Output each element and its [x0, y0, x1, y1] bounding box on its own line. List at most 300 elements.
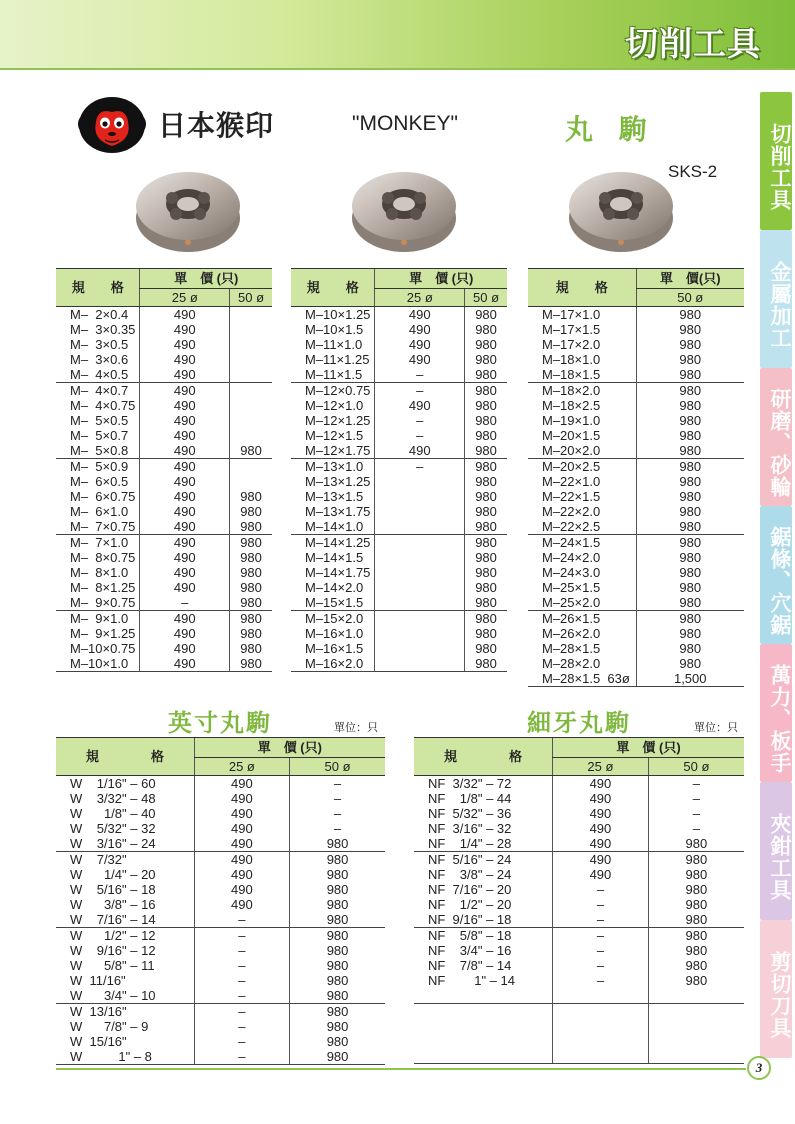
price-cell — [230, 459, 272, 475]
side-tab-2[interactable]: 金屬加工 — [760, 230, 792, 368]
price-cell: 980 — [648, 867, 744, 882]
price-cell: 980 — [465, 367, 507, 383]
table-row — [414, 852, 744, 868]
price-cell: – — [553, 912, 649, 928]
table-row — [528, 322, 744, 337]
price-cell: 490 — [140, 519, 230, 535]
price-cell: 980 — [636, 595, 744, 611]
table-row — [414, 973, 744, 988]
spec-cell: M–20×2.5 — [528, 459, 636, 475]
spec-cell: M–14×1.0 — [305, 519, 364, 534]
spec-cell: M–10×1.5 — [305, 322, 364, 337]
table-row — [291, 352, 507, 367]
table-row — [56, 1004, 385, 1020]
price-cell — [553, 1033, 649, 1048]
price-cell: 980 — [465, 443, 507, 459]
spec-header: 規 格 — [291, 269, 375, 307]
price-cell: 490 — [375, 337, 465, 352]
table-row — [528, 337, 744, 352]
price-cell: 490 — [194, 791, 289, 806]
spec-cell: M– 6×1.0 — [70, 504, 129, 519]
spec-cell: M–28×1.5 — [542, 641, 601, 656]
price-cell — [375, 535, 465, 551]
price-cell: 490 — [140, 413, 230, 428]
price-cell: 980 — [636, 519, 744, 535]
table-row — [528, 443, 744, 459]
monkey-logo-icon — [76, 94, 148, 154]
table-row — [414, 928, 744, 944]
table-row — [414, 897, 744, 912]
table-row — [414, 821, 744, 836]
price-cell: – — [194, 958, 289, 973]
spec-cell: M– 5×0.7 — [70, 428, 129, 443]
price-header: 單 價(只) — [636, 269, 744, 289]
price-cell: – — [375, 413, 465, 428]
size-column-header: 25 ø — [140, 289, 230, 307]
spec-cell: M–22×1.0 — [542, 474, 601, 489]
size-column-header: 50 ø — [648, 758, 744, 776]
table-row — [414, 791, 744, 806]
price-cell — [375, 641, 465, 656]
table-row — [56, 1049, 385, 1065]
price-cell — [230, 367, 272, 383]
price-cell — [553, 1003, 649, 1018]
fine-section-unit: 單位：只 — [694, 722, 738, 734]
spec-cell: M–24×3.0 — [542, 565, 601, 580]
table-row — [291, 413, 507, 428]
spec-cell: M– 8×0.75 — [70, 550, 136, 565]
table-row — [528, 474, 744, 489]
spec-cell: M–12×1.75 — [305, 443, 371, 458]
price-header: 單 價 (只) — [194, 738, 385, 758]
price-cell: 490 — [553, 791, 649, 806]
spec-cell: NF 5/32" – 36 — [428, 806, 512, 821]
price-cell: 980 — [230, 443, 272, 459]
side-tab-3[interactable]: 研磨、砂輪 — [760, 368, 792, 506]
price-cell: 490 — [140, 352, 230, 367]
table-row — [528, 504, 744, 519]
spec-cell: M– 4×0.75 — [70, 398, 136, 413]
price-cell: 980 — [290, 1049, 385, 1065]
spec-cell: W 1" – 8 — [56, 1049, 194, 1065]
table-row — [414, 1033, 744, 1048]
price-cell: 980 — [230, 550, 272, 565]
spec-cell: M–28×2.0 — [542, 656, 601, 671]
spec-header: 規 格 — [528, 269, 636, 307]
price-cell — [553, 1048, 649, 1063]
price-cell: 490 — [140, 489, 230, 504]
metric-die-table-3 — [528, 268, 744, 687]
table-row — [291, 474, 507, 489]
product-model: SKS-2 — [668, 162, 718, 181]
spec-cell: M–25×1.5 — [542, 580, 601, 595]
product-title: 丸 駒 — [565, 113, 655, 146]
price-cell: 490 — [553, 852, 649, 868]
price-cell: 490 — [140, 580, 230, 595]
table-row — [414, 912, 744, 928]
price-cell: 980 — [230, 489, 272, 504]
table-row — [528, 595, 744, 611]
spec-cell: W 5/32" – 32 — [70, 821, 156, 836]
spec-cell — [414, 1018, 553, 1033]
table-row — [56, 626, 272, 641]
table-row — [414, 958, 744, 973]
table-row — [291, 519, 507, 535]
spec-cell: M– 5×0.8 — [70, 443, 129, 458]
spec-cell: M–12×0.75 — [291, 383, 375, 399]
price-cell: 980 — [465, 459, 507, 475]
spec-cell: W 3/8" – 16 — [70, 897, 156, 912]
price-cell: 490 — [140, 535, 230, 551]
price-cell: 490 — [140, 322, 230, 337]
price-cell — [230, 307, 272, 323]
table-row — [291, 443, 507, 459]
spec-cell: M–11×1.25 — [305, 352, 370, 367]
spec-cell: M– 9×1.25 — [70, 626, 136, 641]
spec-cell: M–17×1.5 — [542, 322, 601, 337]
price-cell — [230, 398, 272, 413]
spec-cell: M–14×1.75 — [305, 565, 371, 580]
spec-cell — [414, 988, 553, 1003]
table-row — [56, 322, 272, 337]
price-cell: 490 — [194, 806, 289, 821]
table-row — [528, 671, 744, 687]
table-row — [291, 595, 507, 611]
price-cell: – — [290, 791, 385, 806]
table-row — [56, 611, 272, 627]
fine-section-title: 細牙丸駒 — [527, 709, 631, 737]
price-cell: 980 — [290, 928, 385, 944]
price-cell: 490 — [140, 474, 230, 489]
spec-cell: W 1/4" – 20 — [70, 867, 156, 882]
table-row — [528, 352, 744, 367]
price-cell: 980 — [465, 337, 507, 352]
table-row — [291, 535, 507, 551]
price-cell: 980 — [636, 489, 744, 504]
table-row — [291, 337, 507, 352]
price-cell: – — [648, 791, 744, 806]
spec-cell: NF 1/4" – 28 — [428, 836, 512, 851]
spec-cell: M–20×2.0 — [542, 443, 601, 458]
table-row — [528, 519, 744, 535]
price-cell — [648, 1048, 744, 1063]
price-cell: 980 — [465, 641, 507, 656]
table-row — [291, 611, 507, 627]
spec-cell: NF 5/8" – 18 — [414, 928, 553, 944]
price-cell: 980 — [636, 307, 744, 323]
table-row — [291, 383, 507, 399]
spec-cell: M–16×2.0 — [291, 656, 375, 672]
table-row — [56, 806, 385, 821]
price-cell — [230, 413, 272, 428]
table-row — [291, 550, 507, 565]
spec-cell: M–15×2.0 — [291, 611, 375, 627]
spec-cell: W 7/16" – 14 — [70, 912, 156, 927]
price-cell: – — [194, 1049, 289, 1065]
table-row — [56, 852, 385, 868]
spec-cell: NF 5/16" – 24 — [414, 852, 553, 868]
table-row — [528, 565, 744, 580]
table-row — [56, 776, 385, 792]
table-row — [56, 867, 385, 882]
spec-cell: M–14×1.25 — [291, 535, 375, 551]
price-cell: 980 — [290, 836, 385, 852]
price-cell: – — [290, 776, 385, 792]
table-row — [291, 580, 507, 595]
price-cell: 490 — [140, 398, 230, 413]
price-cell: 490 — [194, 867, 289, 882]
spec-cell: M–13×1.5 — [305, 489, 364, 504]
price-cell: 980 — [230, 626, 272, 641]
price-cell: 490 — [140, 443, 230, 459]
table-row — [56, 958, 385, 973]
price-cell: 980 — [636, 580, 744, 595]
table-row — [414, 867, 744, 882]
price-cell: 980 — [465, 489, 507, 504]
price-cell: 980 — [636, 443, 744, 459]
price-cell: 490 — [553, 821, 649, 836]
price-cell: 490 — [194, 852, 289, 868]
table-row — [56, 383, 272, 399]
table-row — [56, 897, 385, 912]
table-row — [56, 1034, 385, 1049]
table-row — [291, 641, 507, 656]
price-cell — [648, 1018, 744, 1033]
spec-cell: M–12×1.25 — [305, 413, 371, 428]
price-cell: 980 — [465, 383, 507, 399]
table-row — [56, 641, 272, 656]
table-row — [56, 565, 272, 580]
side-tab-1[interactable]: 切削工具 — [760, 92, 792, 230]
brand-english: "MONKEY" — [352, 112, 458, 135]
price-cell: 980 — [636, 550, 744, 565]
spec-cell: M–24×2.0 — [542, 550, 601, 565]
spec-cell: M–26×2.0 — [542, 626, 601, 641]
spec-cell: M–18×1.0 — [542, 352, 601, 367]
price-header: 單 價 (只) — [140, 269, 272, 289]
price-cell: 490 — [140, 565, 230, 580]
table-row — [528, 367, 744, 383]
spec-cell: NF 3/16" – 32 — [428, 821, 512, 836]
price-cell: 980 — [636, 459, 744, 475]
price-header: 單 價 (只) — [553, 738, 744, 758]
price-cell — [375, 474, 465, 489]
spec-cell: W 11/16" — [70, 973, 126, 988]
spec-cell: M–15×1.5 — [305, 595, 364, 610]
price-cell: 490 — [140, 656, 230, 672]
spec-cell: M– 3×0.35 — [70, 322, 136, 337]
spec-cell: M–18×2.0 — [528, 383, 636, 399]
spec-cell: M–14×2.0 — [305, 580, 364, 595]
table-row — [414, 882, 744, 897]
table-row — [528, 489, 744, 504]
price-cell: – — [140, 595, 230, 611]
table-row — [56, 943, 385, 958]
price-cell: 980 — [636, 535, 744, 551]
price-cell: – — [290, 821, 385, 836]
price-cell: 980 — [465, 535, 507, 551]
price-cell: – — [194, 912, 289, 928]
table-row — [291, 428, 507, 443]
size-column-header: 50 ø — [230, 289, 272, 307]
price-cell: 980 — [465, 307, 507, 323]
price-cell: 980 — [636, 337, 744, 352]
spec-cell: W 3/32" – 48 — [70, 791, 156, 806]
table-row — [56, 550, 272, 565]
table-row — [528, 641, 744, 656]
spec-cell: W 3/16" – 24 — [70, 836, 156, 851]
price-cell: 980 — [465, 519, 507, 535]
table-row — [56, 1019, 385, 1034]
price-cell: 980 — [230, 565, 272, 580]
price-cell: 980 — [465, 474, 507, 489]
spec-cell: M–13×1.25 — [305, 474, 371, 489]
header-rule — [0, 68, 795, 70]
price-cell: 980 — [648, 897, 744, 912]
price-cell: 980 — [636, 641, 744, 656]
price-cell: – — [194, 1034, 289, 1049]
spec-cell: M–10×1.25 — [305, 307, 371, 322]
spec-cell: M– 5×0.9 — [56, 459, 140, 475]
table-row — [56, 398, 272, 413]
price-cell: 980 — [636, 626, 744, 641]
table-row — [291, 367, 507, 383]
price-cell: 980 — [648, 882, 744, 897]
spec-cell: M– 4×0.7 — [56, 383, 140, 399]
table-row — [291, 565, 507, 580]
spec-cell: W 3/4" – 10 — [70, 988, 156, 1003]
page-number: 3 — [747, 1056, 771, 1080]
price-cell: 980 — [230, 504, 272, 519]
table-row — [528, 535, 744, 551]
price-cell: 980 — [230, 519, 272, 535]
inch-section-unit: 單位：只 — [334, 722, 378, 734]
spec-cell: M–13×1.75 — [305, 504, 371, 519]
table-row — [291, 626, 507, 641]
table-row — [56, 474, 272, 489]
spec-cell: NF 3/4" – 16 — [428, 943, 512, 958]
fine-thread-die-table — [414, 737, 744, 1064]
price-cell: 980 — [290, 897, 385, 912]
price-cell: 980 — [648, 958, 744, 973]
spec-cell: M– 3×0.5 — [70, 337, 129, 352]
price-cell: 980 — [636, 367, 744, 383]
size-column-header: 25 ø — [194, 758, 289, 776]
side-tab-4[interactable]: 鋸條、穴鋸 — [760, 506, 792, 644]
price-cell: 980 — [290, 973, 385, 988]
table-row — [528, 550, 744, 565]
price-cell — [375, 656, 465, 672]
price-cell: 490 — [375, 322, 465, 337]
spec-cell: M–26×1.5 — [528, 611, 636, 627]
table-row — [56, 580, 272, 595]
price-cell: 980 — [465, 611, 507, 627]
spec-cell: M–17×2.0 — [542, 337, 601, 352]
table-row — [56, 595, 272, 611]
price-cell: 980 — [465, 626, 507, 641]
spec-cell: W 5/8" – 11 — [70, 958, 155, 973]
price-cell: – — [375, 383, 465, 399]
table-row — [56, 928, 385, 944]
spec-cell: M– 2×0.4 — [70, 307, 129, 322]
price-cell — [553, 1018, 649, 1033]
table-row — [56, 307, 272, 323]
table-row — [528, 459, 744, 475]
spec-cell: W 9/16" – 12 — [70, 943, 156, 958]
price-cell: 980 — [290, 1004, 385, 1020]
price-cell: – — [194, 943, 289, 958]
price-cell: 490 — [194, 821, 289, 836]
price-cell — [553, 988, 649, 1003]
table-row — [56, 973, 385, 988]
spec-cell: NF 7/8" – 14 — [428, 958, 512, 973]
price-cell: 980 — [465, 322, 507, 337]
spec-cell: W 5/16" – 18 — [70, 882, 156, 897]
price-cell — [648, 1003, 744, 1018]
price-cell: 980 — [465, 565, 507, 580]
table-row — [56, 367, 272, 383]
spec-cell: M–22×1.5 — [542, 489, 601, 504]
price-cell: 490 — [375, 443, 465, 459]
table-row — [528, 428, 744, 443]
price-cell: 980 — [230, 611, 272, 627]
price-cell: 980 — [290, 912, 385, 928]
price-cell: – — [553, 943, 649, 958]
price-cell: 490 — [553, 836, 649, 852]
size-column-header: 50 ø — [465, 289, 507, 307]
size-column-header: 50 ø — [290, 758, 385, 776]
price-cell — [230, 383, 272, 399]
price-cell: 980 — [648, 836, 744, 852]
size-column-header: 50 ø — [636, 289, 744, 307]
spec-cell: M– 6×0.75 — [70, 489, 136, 504]
spec-cell: NF 1/8" – 44 — [428, 791, 512, 806]
inch-section-title: 英寸丸駒 — [168, 709, 272, 737]
table-row — [56, 656, 272, 672]
size-column-header: 25 ø — [375, 289, 465, 307]
side-tab-6[interactable]: 夾鉗工具 — [760, 782, 792, 920]
spec-cell: M– 5×0.5 — [70, 413, 129, 428]
spec-cell: W 13/16" — [56, 1004, 194, 1020]
spec-cell: M–12×1.5 — [305, 428, 364, 443]
side-tab-5[interactable]: 萬力、板手 — [760, 644, 792, 782]
price-cell: 490 — [194, 776, 289, 792]
table-row — [291, 656, 507, 672]
price-cell: 490 — [194, 882, 289, 897]
spec-cell: M–11×1.0 — [305, 337, 363, 352]
price-cell: – — [553, 973, 649, 988]
table-row — [291, 398, 507, 413]
price-cell — [230, 352, 272, 367]
table-row — [291, 322, 507, 337]
spec-cell: M–22×2.0 — [542, 504, 601, 519]
price-cell: 980 — [465, 352, 507, 367]
table-row — [528, 307, 744, 323]
spec-cell: M–19×1.0 — [542, 413, 601, 428]
price-cell: 980 — [636, 398, 744, 413]
table-row — [528, 580, 744, 595]
table-row — [56, 504, 272, 519]
price-cell — [375, 595, 465, 611]
price-cell: – — [194, 1004, 289, 1020]
table-row — [56, 352, 272, 367]
price-cell — [375, 611, 465, 627]
price-cell: 490 — [140, 611, 230, 627]
spec-cell: W 1/8" – 40 — [70, 806, 156, 821]
side-tab-7[interactable]: 剪切刀具 — [760, 920, 792, 1058]
spec-cell: W 7/32" — [56, 852, 194, 868]
table-row — [528, 383, 744, 399]
